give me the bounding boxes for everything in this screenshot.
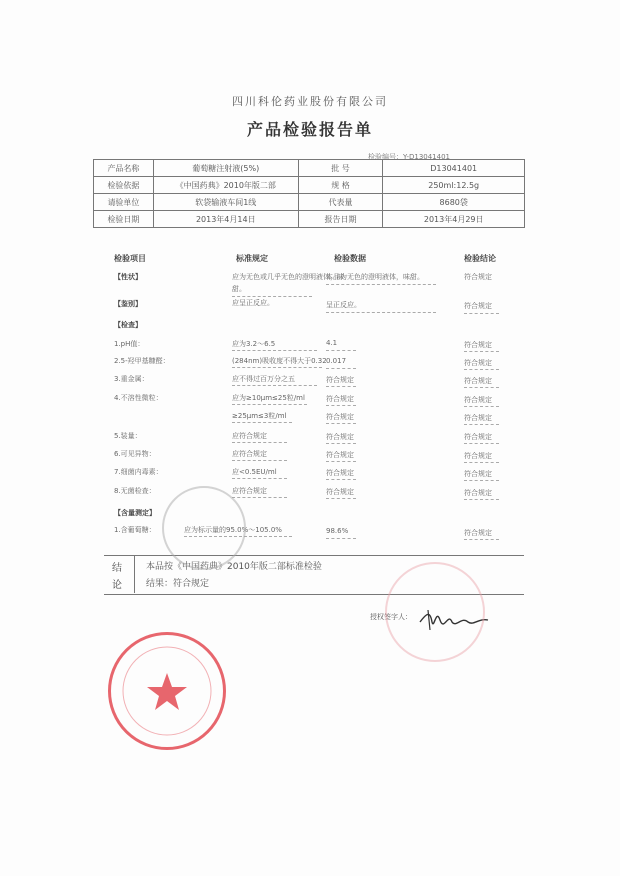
separator xyxy=(326,350,356,351)
department-seal xyxy=(385,562,485,662)
separator xyxy=(232,478,287,479)
conclusion-line-2: 结果：符合规定 xyxy=(146,579,210,589)
info-value: 8680袋 xyxy=(383,194,525,211)
separator xyxy=(326,423,356,424)
separator xyxy=(326,461,356,462)
row-conclusion: 符合规定 xyxy=(464,529,492,537)
separator xyxy=(464,424,499,425)
separator xyxy=(464,387,499,388)
row-item: 3.重金属： xyxy=(114,375,149,383)
row-item: 1.含葡萄糖： xyxy=(114,526,156,534)
separator xyxy=(232,497,287,498)
separator xyxy=(232,404,307,405)
separator xyxy=(232,385,317,386)
conclusion-divider xyxy=(134,555,135,593)
conclusion-label-2: 论 xyxy=(112,580,122,591)
product-info-table xyxy=(93,159,525,228)
info-label: 检验依据 xyxy=(94,177,154,194)
separator xyxy=(464,480,499,481)
section-heading: 【检查】 xyxy=(114,321,142,329)
row-conclusion: 符合规定 xyxy=(464,489,492,497)
info-value: 软袋输液车间1线 xyxy=(153,194,298,211)
row-item: 7.细菌内毒素： xyxy=(114,468,163,476)
row-standard: 应<0.5EU/ml xyxy=(232,468,277,476)
report-title: 产品检验报告单 xyxy=(246,120,373,139)
separator xyxy=(232,442,287,443)
row-item: 【性状】 xyxy=(114,273,142,281)
separator xyxy=(464,539,499,540)
row-conclusion: 符合规定 xyxy=(464,377,492,385)
info-value: 250ml:12.5g xyxy=(383,177,525,194)
row-result: 4.1 xyxy=(326,339,338,347)
separator xyxy=(464,443,499,444)
separator xyxy=(326,405,356,406)
info-label: 报告日期 xyxy=(298,211,383,228)
company-seal xyxy=(108,632,226,750)
conclusion-label-1: 结 xyxy=(112,563,122,574)
separator xyxy=(326,479,356,480)
header-result: 检验数据 xyxy=(334,254,366,263)
info-label: 批 号 xyxy=(298,160,383,177)
row-result: 符合规定 xyxy=(326,395,354,403)
separator xyxy=(326,368,356,369)
row-conclusion: 符合规定 xyxy=(464,396,492,404)
row-result: 0.017 xyxy=(326,357,347,365)
separator xyxy=(464,351,499,352)
row-result: 98.6% xyxy=(326,527,349,535)
separator xyxy=(464,462,499,463)
row-item: 1.pH值： xyxy=(114,340,145,348)
row-standard-cont: 甜。 xyxy=(232,285,246,293)
separator xyxy=(464,313,499,314)
header-item: 检验项目 xyxy=(114,254,146,263)
row-standard: 应符合规定 xyxy=(232,432,267,440)
separator xyxy=(326,498,356,499)
row-standard: 应符合规定 xyxy=(232,487,267,495)
info-value: 葡萄糖注射液(5%) xyxy=(153,160,298,177)
row-item: 4.不溶性微粒： xyxy=(114,394,163,402)
separator xyxy=(464,406,499,407)
row-conclusion: 符合规定 xyxy=(464,470,492,478)
separator xyxy=(326,443,356,444)
report-number: 检验编号：Y-D13041401 xyxy=(368,153,450,161)
info-row xyxy=(94,194,525,211)
row-conclusion: 符合规定 xyxy=(464,433,492,441)
row-result: 呈正反应。 xyxy=(326,301,361,309)
row-result: 符合规定 xyxy=(326,488,354,496)
info-label: 检验日期 xyxy=(94,211,154,228)
row-item: 8.无菌检查： xyxy=(114,487,156,495)
info-value: 2013年4月29日 xyxy=(383,211,525,228)
separator xyxy=(326,538,356,539)
row-standard: 应呈正反应。 xyxy=(232,299,274,307)
info-value: 2013年4月14日 xyxy=(153,211,298,228)
row-standard: 应为标示量的95.0%～105.0% xyxy=(184,526,282,534)
row-conclusion: 符合规定 xyxy=(464,341,492,349)
section-heading: 【含量测定】 xyxy=(114,509,156,517)
separator xyxy=(326,386,356,387)
row-standard: 应为≥10μm≤25粒/ml xyxy=(232,394,305,402)
info-value: D13041401 xyxy=(383,160,525,177)
info-label: 产品名称 xyxy=(94,160,154,177)
conclusion-line-1: 本品按《中国药典》2010年版二部标准检验 xyxy=(146,562,322,572)
info-row xyxy=(94,211,525,228)
row-conclusion: 符合规定 xyxy=(464,359,492,367)
row-standard: 应为无色或几乎无色的澄明液体，味 xyxy=(232,273,344,281)
info-value: 《中国药典》2010年版二部 xyxy=(153,177,298,194)
row-conclusion: 符合规定 xyxy=(464,414,492,422)
row-conclusion: 符合规定 xyxy=(464,452,492,460)
row-standard: 应符合规定 xyxy=(232,450,267,458)
separator xyxy=(232,422,292,423)
row-result: 本品为无色的澄明液体，味甜。 xyxy=(326,273,424,281)
inspection-seal xyxy=(162,486,246,570)
star-icon xyxy=(111,635,223,747)
info-label: 代表量 xyxy=(298,194,383,211)
row-conclusion: 符合规定 xyxy=(464,273,492,281)
separator xyxy=(232,460,287,461)
info-row xyxy=(94,177,525,194)
row-result: 符合规定 xyxy=(326,469,354,477)
row-item: 2.5-羟甲基糠醛： xyxy=(114,357,170,365)
separator xyxy=(464,499,499,500)
row-result: 符合规定 xyxy=(326,451,354,459)
info-row xyxy=(94,160,525,177)
info-label: 规 格 xyxy=(298,177,383,194)
header-standard: 标准规定 xyxy=(236,254,268,263)
row-standard: 应为3.2～6.5 xyxy=(232,340,276,348)
info-label: 请验单位 xyxy=(94,194,154,211)
row-standard: ≥25μm≤3粒/ml xyxy=(232,412,287,420)
row-standard: (284nm)吸收度不得大于0.32 xyxy=(232,357,327,365)
row-result: 符合规定 xyxy=(326,376,354,384)
separator xyxy=(232,296,312,297)
separator xyxy=(464,369,499,370)
separator xyxy=(326,312,436,313)
row-item: 6.可见异物： xyxy=(114,450,156,458)
row-standard: 应不得过百万分之五 xyxy=(232,375,295,383)
row-result: 符合规定 xyxy=(326,433,354,441)
separator xyxy=(232,350,317,351)
row-item: 【鉴别】 xyxy=(114,300,142,308)
row-result: 符合规定 xyxy=(326,413,354,421)
header-conclusion: 检验结论 xyxy=(464,254,496,263)
row-item: 5.装量： xyxy=(114,432,142,440)
separator xyxy=(232,367,322,368)
signature-label: 授权签字人： xyxy=(370,613,412,621)
separator xyxy=(326,284,436,285)
row-conclusion: 符合规定 xyxy=(464,302,492,310)
company-name: 四川科伦药业股份有限公司 xyxy=(232,95,388,108)
